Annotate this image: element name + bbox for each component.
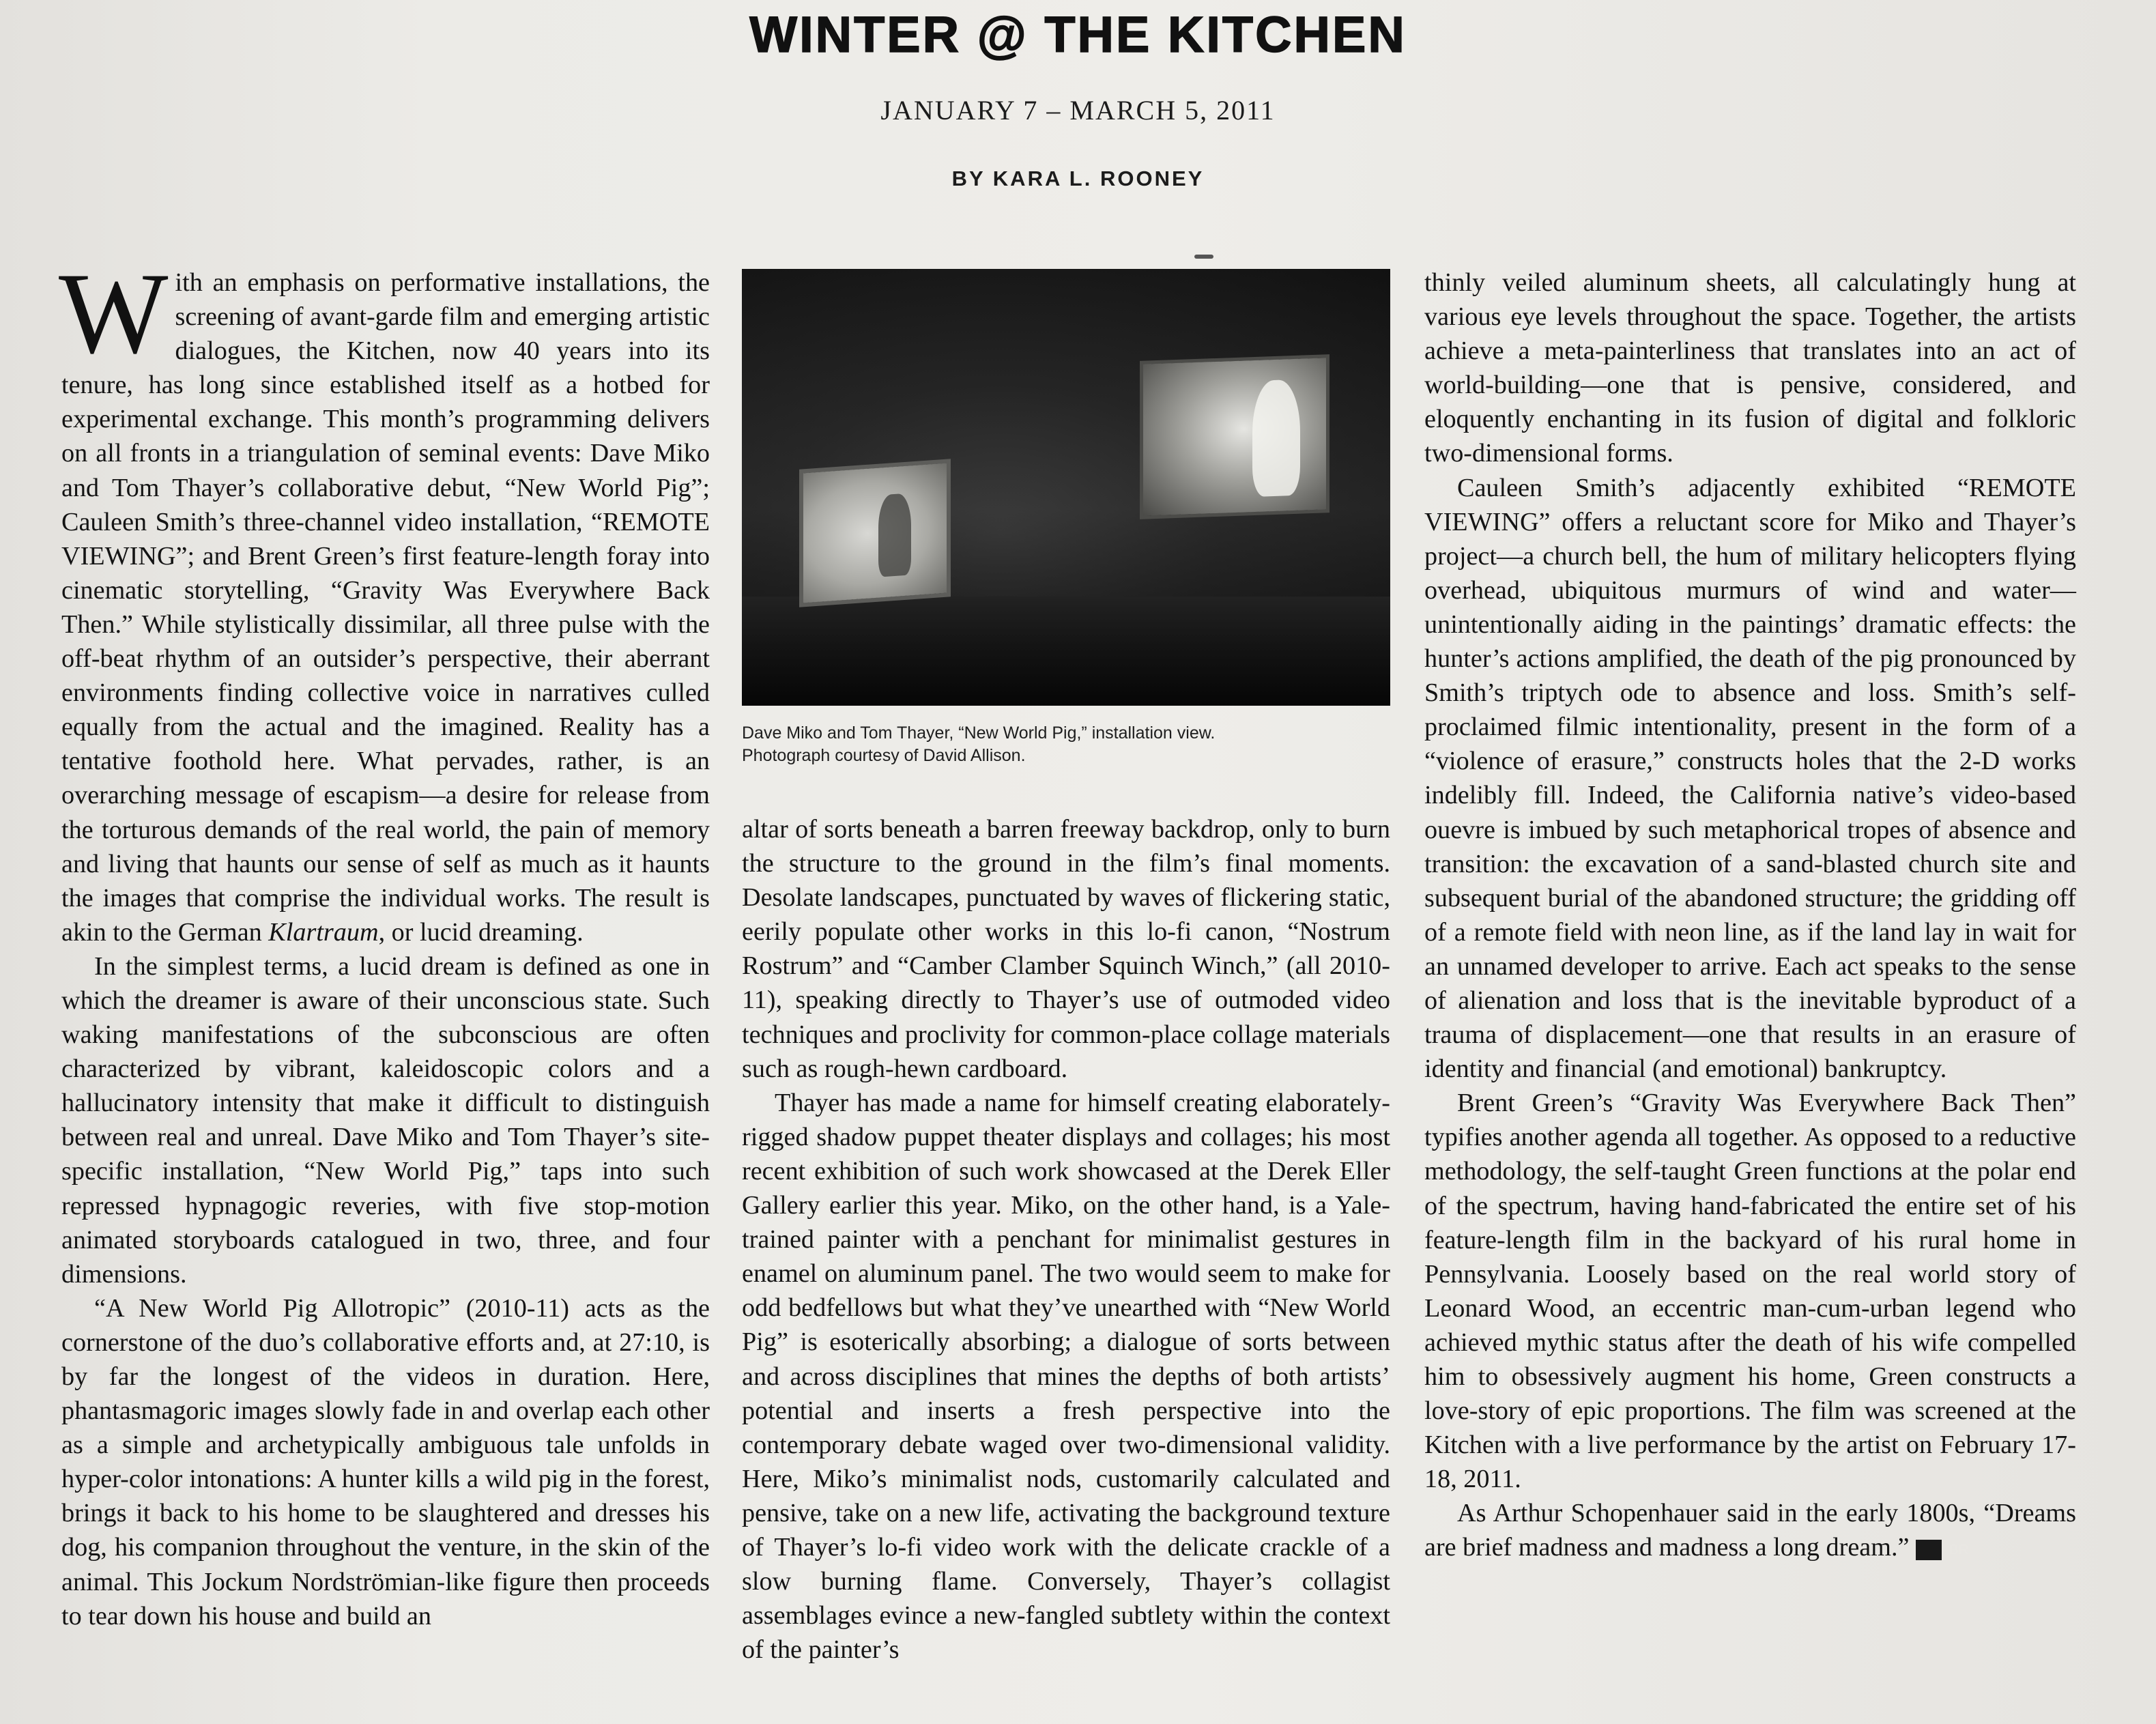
projected-figure-right	[1252, 379, 1300, 497]
paragraph	[1424, 1496, 2076, 1564]
paragraph: Thayer has made a name for himself creating elaborately-rigged shadow puppet theater displays and collages; his most recent exhibition of such work showcased at the Derek Eller Gallery earlier this year. Miko, on the other hand, is a Yale-trained painter with a penchant for minimalist gestures in enamel on aluminum panel. The two would seem to make for odd bedfellows but what they’ve unearthed with “New World Pig” is esoterically absorbing; a dialogue of sorts between and across disciplines that mines the depths of both artists’ potential and inserts a fresh perspective into the contemporary debate waged over two-dimensional validity. Here, Miko’s minimalist nods, customarily calculated and pensive, take on a new life, activating the background texture of Thayer’s lo-fi video work with the delicate crackle of a slow burning flame. Conversely, Thayer’s collagist assemblages evince a new-fangled subtlety within the context of the painter’s	[742, 1088, 1390, 1665]
article-column-1	[59, 249, 710, 1633]
article-headline: WINTER @ THE KITCHEN	[749, 6, 1407, 63]
projection-screen-right	[1143, 358, 1326, 515]
paragraph-text: ith an emphasis on performative installations, the screening of avant-garde film and emerging artistic dialogues, the Kitchen, now 40 years into its tenure, has long since established itself as a hotbed for experimental exchange. This month’s programming delivers on all fronts in a triangulation of seminal events: Dave Miko and Tom Thayer’s collaborative debut, “New World Pig”; Cauleen Smith’s three-channel video installation, “REMOTE VIEWING”; and Brent Green’s first feature-length foray into cinematic storytelling, “Gravity Was Everywhere Back Then.” While stylistically dissimilar, all three pulse with the off-beat rhythm of an outsider’s perspective, their aberrant environments finding collective voice in narratives culled equally from the actual and the imagined. Reality has a tentative foothold here. What pervades, rather, is an overarching message of escapism—a desire for release from the torturous demands of the real world, the pain of memory and living that haunts our sense of self as much as it haunts the images that comprise the individual works. The result is akin to the German	[61, 268, 710, 947]
article-column-3	[1424, 265, 2076, 1565]
paragraph: In the simplest terms, a lucid dream is defined as one in which the dreamer is aware of their unconscious state. Such waking manifestations of the subconscious are often characterized by vibrant, kaleidoscopic colors and a hallucinatory intensity that make it difficult to distinguish between real and unreal. Dave Miko and Tom Thayer’s site-specific installation, “New World Pig,” taps into such repressed hypnagogic reveries, with five stop-motion animated storyboards catalogued in two, three, and four dimensions.	[61, 951, 710, 1289]
paragraph	[59, 249, 710, 949]
print-mark	[1194, 255, 1213, 259]
italic-term: Klartraum	[268, 917, 379, 947]
bleed-through-left	[0, 0, 55, 1724]
caption-line-2: Photograph courtesy of David Allison.	[742, 746, 1026, 765]
projected-figure-left	[878, 493, 911, 577]
paragraph: Brent Green’s “Gravity Was Everywhere Back Then” typifies another agenda all together. As opposed to a reductive methodology, the self-taught Green functions at the polar end of the spectrum, having hand-fabricated the entire set of his feature-length film in the backyard of his rural home in Pennsylvania. Loosely based on the real world story of Leonard Wood, an eccentric man-cum-urban legend who achieved mythic status after the death of his wife compelled him to obsessively augment his home, Green constructs a love-story of epic proportions. The film was screened at the Kitchen with a live performance by the artist on February 17-18, 2011.	[1424, 1089, 2076, 1494]
paragraph: Cauleen Smith’s adjacently exhibited “REMOTE VIEWING” offers a reluctant score for Miko and Thayer’s project—a church bell, the hum of military helicopters flying overhead, ubiquitous murmurs of wind and water—unintentionally aiding in the paintings’ dramatic effects: the hunter’s actions amplified, the death of the pig pronounced by Smith’s triptych ode to absence and loss. Smith’s self-proclaimed filmic intentionality, present in the form of a “violence of erasure,” constructs holes that the 2-D works indelibly fill. Indeed, the California native’s video-based ouevre is imbued by such metaphorical tropes of absence and transition: the excavation of a sand-blasted church site and subsequent burial of the abandoned structure; the gridding off of a remote field with neon line, as if the land lay in wait for an unnamed developer to arrive. Each act speaks to the sense of alienation and loss that is the inevitable byproduct of a trauma of displacement—one that results in an erasure of identity and financial (and emotional) bankruptcy.	[1424, 473, 2076, 1084]
caption-line-1: Dave Miko and Tom Thayer, “New World Pig,” installation view.	[742, 723, 1216, 743]
photo-caption	[742, 722, 1390, 767]
exhibition-dates: JANUARY 7 – MARCH 5, 2011	[880, 95, 1276, 126]
brooklyn-rail-end-logo: BR	[1916, 1540, 1942, 1560]
drop-cap: W	[59, 249, 169, 377]
installation-photo	[742, 269, 1390, 706]
projection-screen-left	[803, 463, 947, 603]
bleed-through-right	[2102, 0, 2156, 1724]
paragraph: thinly veiled aluminum sheets, all calculatingly hung at various eye levels throughout the space. Together, the artists achieve a meta-painterliness that translates into an act of world-building—one that is pensive, considered, and eloquently enchanting in its fusion of digital and folkloric two-dimensional forms.	[1424, 268, 2076, 468]
article-column-2	[742, 812, 1390, 1667]
paragraph: “A New World Pig Allotropic” (2010-11) acts as the cornerstone of the duo’s collaborative efforts and, at 27:10, is by far the longest of the videos in duration. Here, phantasmagoric images slowly fade in and overlap each other as a simple and archetypically ambiguous tale unfolds in hyper-color intonations: A hunter kills a wild pig in the forest, brings it back to his home to be slaughtered and dresses his dog, his companion throughout the venture, in the skin of the animal. This Jockum Nordströmian-like figure then proceeds to tear down his house and build an	[61, 1293, 710, 1630]
paragraph-text: As Arthur Schopenhauer said in the early 1800s, “Dreams are brief madness and madness a long dream.”	[1424, 1499, 2076, 1562]
paragraph-text-end: , or lucid dreaming.	[378, 917, 584, 947]
author-byline: BY KARA L. ROONEY	[951, 167, 1205, 190]
paragraph: altar of sorts beneath a barren freeway backdrop, only to burn the structure to the ground in the film’s final moments. Desolate landscapes, punctuated by waves of flickering static, eerily populate other works in this lo-fi canon, “Nostrum Rostrum” and “Camber Clamber Squinch Winch,” (all 2010-11), speaking directly to Thayer’s use of outmoded video techniques and proclivity for common-place collage materials such as rough-hewn cardboard.	[742, 815, 1390, 1083]
